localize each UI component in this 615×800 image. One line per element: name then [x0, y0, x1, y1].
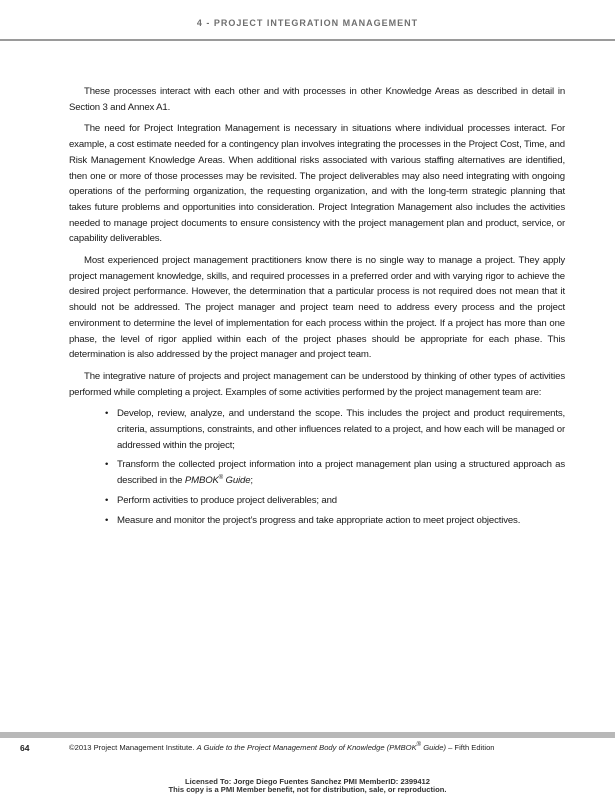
paragraph: The need for Project Integration Management is necessary in situations where individual processes interact. For example, a cost estimate needed for a contingency plan involves integrating the processes in the Project Cost, Time, and Risk Management Knowledge Areas. When additional risks associated with various staffing alternatives are identified, then one or more of those processes may be revisited. The project deliverables may also need integrating with ongoing operations of the performing organization, the requesting organization, and with the long-term strategic planning that takes future problems and opportunities into consideration. Project Integration Management also includes the activities needed to manage project documents to ensure consistency with the project management plan and product, service, or capability deliverables.: [69, 123, 565, 245]
registered-mark: ®: [218, 475, 224, 482]
registered-mark: ®: [416, 742, 422, 748]
footer-rule: [0, 732, 615, 738]
guide-italic: Guide: [223, 475, 251, 487]
paragraph: Most experienced project management practitioners know there is no single way to manage a project. They apply project management knowledge, skills, and required processes in a preferred order and with varying rigor to achieve the desired project performance. However, the determination that a particular process is not required does not mean that it should not be addressed. The project manager and project team need to address every process and the project environment to determine the level of implementation for each process within the project. If a project has more than one phase, the level of rigor applied within each of the project phases should be appropriate for each phase. This determination is also addressed by the project manager and project team.: [69, 255, 565, 361]
activity-list: [105, 406, 565, 528]
bullet-glyph: •: [105, 514, 109, 526]
book-title: A Guide to the Project Management Body of Knowledge (PMBOK: [196, 743, 417, 752]
bullet-glyph: •: [105, 408, 109, 420]
pmbok-italic: PMBOK: [184, 475, 219, 487]
paragraph: These processes interact with each other and with processes in other Knowledge Areas as described in detail in Section 3 and Annex A1.: [69, 86, 565, 113]
list-item-text: Measure and monitor the project’s progress and take appropriate action to meet project objectives.: [117, 514, 521, 526]
list-item: [105, 513, 565, 529]
list-item: [105, 457, 565, 488]
body-text: [69, 84, 565, 532]
license-line: Licensed To: Jorge Diego Fuentes Sanchez PMI MemberID: 2399412: [184, 777, 431, 786]
list-item-suffix: ;: [250, 475, 253, 487]
list-item-text: Transform the collected project information into a project management plan using a structured approach as described in the: [117, 459, 565, 487]
list-item-text: Perform activities to produce project deliverables; and: [117, 494, 337, 506]
license-line: This copy is a PMI Member benefit, not for distribution, sale, or reproduction.: [168, 785, 447, 794]
edition: – Fifth Edition: [445, 743, 495, 752]
copyright-line: [69, 743, 495, 752]
running-header: 4 - PROJECT INTEGRATION MANAGEMENT: [196, 18, 419, 28]
copyright-prefix: ©2013 Project Management Institute.: [69, 743, 197, 752]
paragraph: The integrative nature of projects and project management can be understood by thinking of other types of activities performed while completing a project. Examples of some activities performed by the project management team are:: [69, 370, 565, 398]
license-notice: [0, 778, 615, 794]
list-item-text: Develop, review, analyze, and understand the scope. This includes the project and product requirements, criteria, assumptions, constraints, and other influences related to a project, and how each will be managed or addressed within the project;: [117, 408, 565, 451]
bullet-glyph: •: [105, 494, 109, 506]
list-item: [105, 406, 565, 453]
header-rule: [0, 39, 615, 41]
list-item: [105, 493, 565, 509]
bullet-glyph: •: [105, 459, 109, 471]
book-title-end: Guide): [421, 743, 446, 752]
page-number: 64: [20, 743, 30, 753]
